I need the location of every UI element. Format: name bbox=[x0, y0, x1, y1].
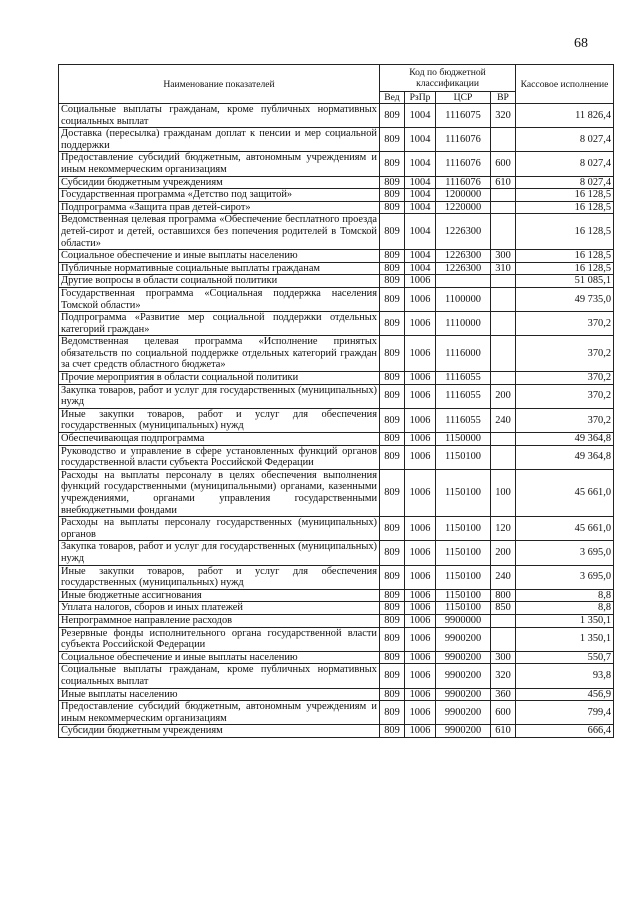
row-rzpr: 1006 bbox=[405, 384, 436, 408]
row-vr bbox=[491, 214, 516, 250]
row-amount: 45 661,0 bbox=[516, 517, 614, 541]
row-name: Ведомственная целевая программа «Исполнение принятых обязательств по социальной поддержке отдельных категорий граждан за счет средств областного бюджета» bbox=[59, 336, 380, 372]
row-vr bbox=[491, 275, 516, 288]
row-amount: 16 128,5 bbox=[516, 201, 614, 214]
row-rzpr: 1006 bbox=[405, 627, 436, 651]
row-name: Доставка (пересылка) гражданам доплат к пенсии и мер социальной поддержки bbox=[59, 128, 380, 152]
row-amount: 370,2 bbox=[516, 372, 614, 385]
row-vr: 240 bbox=[491, 408, 516, 432]
row-name: Социальные выплаты гражданам, кроме публичных нормативных социальных выплат bbox=[59, 104, 380, 128]
row-vr: 610 bbox=[491, 176, 516, 189]
row-amount: 49 364,8 bbox=[516, 433, 614, 446]
row-csr: 9900200 bbox=[436, 725, 491, 738]
header-vr: ВР bbox=[491, 92, 516, 104]
row-ved: 809 bbox=[380, 262, 405, 275]
row-vr: 300 bbox=[491, 250, 516, 263]
row-csr: 1150100 bbox=[436, 589, 491, 602]
row-ved: 809 bbox=[380, 589, 405, 602]
row-amount: 370,2 bbox=[516, 312, 614, 336]
table-row bbox=[59, 384, 614, 408]
row-rzpr: 1006 bbox=[405, 725, 436, 738]
row-amount: 93,8 bbox=[516, 664, 614, 688]
row-rzpr: 1006 bbox=[405, 408, 436, 432]
row-rzpr: 1006 bbox=[405, 602, 436, 615]
header-csr: ЦСР bbox=[436, 92, 491, 104]
table-row bbox=[59, 176, 614, 189]
row-amount: 8 027,4 bbox=[516, 152, 614, 176]
header-ved: Вед bbox=[380, 92, 405, 104]
row-rzpr: 1006 bbox=[405, 688, 436, 701]
row-amount: 16 128,5 bbox=[516, 189, 614, 202]
table-header bbox=[59, 65, 614, 104]
header-rzpr: РзПр bbox=[405, 92, 436, 104]
row-amount: 8 027,4 bbox=[516, 128, 614, 152]
row-vr bbox=[491, 201, 516, 214]
table-body bbox=[59, 104, 614, 738]
row-vr bbox=[491, 312, 516, 336]
header-code-group: Код по бюджетной классификации bbox=[380, 65, 516, 92]
table-row bbox=[59, 189, 614, 202]
table-row bbox=[59, 275, 614, 288]
table-row bbox=[59, 214, 614, 250]
row-rzpr: 1004 bbox=[405, 262, 436, 275]
row-csr: 1150100 bbox=[436, 541, 491, 565]
table-row bbox=[59, 541, 614, 565]
row-ved: 809 bbox=[380, 408, 405, 432]
row-rzpr: 1006 bbox=[405, 433, 436, 446]
row-csr: 1116055 bbox=[436, 372, 491, 385]
row-ved: 809 bbox=[380, 384, 405, 408]
row-vr: 850 bbox=[491, 602, 516, 615]
row-csr bbox=[436, 275, 491, 288]
row-ved: 809 bbox=[380, 688, 405, 701]
row-amount: 51 085,1 bbox=[516, 275, 614, 288]
row-rzpr: 1006 bbox=[405, 336, 436, 372]
row-ved: 809 bbox=[380, 201, 405, 214]
row-vr: 200 bbox=[491, 384, 516, 408]
row-csr: 1150100 bbox=[436, 445, 491, 469]
row-csr: 1116076 bbox=[436, 152, 491, 176]
row-amount: 550,7 bbox=[516, 651, 614, 664]
page-number: 68 bbox=[574, 36, 588, 51]
row-rzpr: 1006 bbox=[405, 589, 436, 602]
table-row bbox=[59, 152, 614, 176]
table-row bbox=[59, 701, 614, 725]
row-name: Предоставление субсидий бюджетным, автономным учреждениям и иным некоммерческим организациям bbox=[59, 152, 380, 176]
row-rzpr: 1004 bbox=[405, 189, 436, 202]
row-amount: 8 027,4 bbox=[516, 176, 614, 189]
row-amount: 3 695,0 bbox=[516, 565, 614, 589]
row-name: Субсидии бюджетным учреждениям bbox=[59, 725, 380, 738]
row-name: Другие вопросы в области социальной политики bbox=[59, 275, 380, 288]
row-rzpr: 1006 bbox=[405, 664, 436, 688]
row-name: Прочие мероприятия в области социальной политики bbox=[59, 372, 380, 385]
row-ved: 809 bbox=[380, 250, 405, 263]
row-name: Иные выплаты населению bbox=[59, 688, 380, 701]
row-rzpr: 1006 bbox=[405, 565, 436, 589]
row-csr: 1100000 bbox=[436, 287, 491, 311]
row-csr: 9900200 bbox=[436, 664, 491, 688]
row-name: Социальные выплаты гражданам, кроме публичных нормативных социальных выплат bbox=[59, 664, 380, 688]
row-amount: 370,2 bbox=[516, 384, 614, 408]
row-ved: 809 bbox=[380, 627, 405, 651]
row-csr: 9900200 bbox=[436, 688, 491, 701]
table-row bbox=[59, 469, 614, 516]
row-name: Резервные фонды исполнительного органа государственной власти субъекта Российской Федерации bbox=[59, 627, 380, 651]
row-name: Уплата налогов, сборов и иных платежей bbox=[59, 602, 380, 615]
row-vr bbox=[491, 287, 516, 311]
header-name: Наименование показателей bbox=[59, 65, 380, 104]
row-name: Расходы на выплаты персоналу в целях обеспечения выполнения функций государственными (муниципальными) органами, казенными учреждениями, органами управления государственными внебюджетными фондами bbox=[59, 469, 380, 516]
row-csr: 1150100 bbox=[436, 602, 491, 615]
table-row bbox=[59, 589, 614, 602]
table-row bbox=[59, 312, 614, 336]
row-name: Социальное обеспечение и иные выплаты населению bbox=[59, 250, 380, 263]
row-rzpr: 1006 bbox=[405, 372, 436, 385]
row-name: Подпрограмма «Защита прав детей-сирот» bbox=[59, 201, 380, 214]
table-row bbox=[59, 627, 614, 651]
row-ved: 809 bbox=[380, 287, 405, 311]
table-row bbox=[59, 602, 614, 615]
row-csr: 1116055 bbox=[436, 408, 491, 432]
row-vr bbox=[491, 189, 516, 202]
row-csr: 1116000 bbox=[436, 336, 491, 372]
row-vr: 320 bbox=[491, 664, 516, 688]
row-amount: 370,2 bbox=[516, 408, 614, 432]
table-row bbox=[59, 250, 614, 263]
row-vr: 240 bbox=[491, 565, 516, 589]
row-ved: 809 bbox=[380, 614, 405, 627]
row-ved: 809 bbox=[380, 541, 405, 565]
row-vr: 600 bbox=[491, 152, 516, 176]
row-amount: 666,4 bbox=[516, 725, 614, 738]
row-rzpr: 1006 bbox=[405, 701, 436, 725]
table-row bbox=[59, 262, 614, 275]
row-csr: 1226300 bbox=[436, 262, 491, 275]
row-csr: 1226300 bbox=[436, 250, 491, 263]
table-row bbox=[59, 688, 614, 701]
row-ved: 809 bbox=[380, 701, 405, 725]
row-ved: 809 bbox=[380, 336, 405, 372]
row-rzpr: 1006 bbox=[405, 312, 436, 336]
table-row bbox=[59, 651, 614, 664]
row-ved: 809 bbox=[380, 275, 405, 288]
row-rzpr: 1006 bbox=[405, 469, 436, 516]
row-rzpr: 1004 bbox=[405, 128, 436, 152]
row-ved: 809 bbox=[380, 602, 405, 615]
row-vr: 300 bbox=[491, 651, 516, 664]
row-csr: 1110000 bbox=[436, 312, 491, 336]
row-ved: 809 bbox=[380, 565, 405, 589]
table-row bbox=[59, 128, 614, 152]
row-csr: 1150100 bbox=[436, 565, 491, 589]
row-amount: 16 128,5 bbox=[516, 214, 614, 250]
row-amount: 799,4 bbox=[516, 701, 614, 725]
budget-table bbox=[58, 64, 614, 738]
row-vr bbox=[491, 445, 516, 469]
table-row bbox=[59, 201, 614, 214]
row-ved: 809 bbox=[380, 152, 405, 176]
row-name: Социальное обеспечение и иные выплаты населению bbox=[59, 651, 380, 664]
table-row bbox=[59, 104, 614, 128]
row-rzpr: 1006 bbox=[405, 287, 436, 311]
row-name: Закупка товаров, работ и услуг для государственных (муниципальных) нужд bbox=[59, 541, 380, 565]
row-amount: 1 350,1 bbox=[516, 614, 614, 627]
row-vr: 800 bbox=[491, 589, 516, 602]
row-rzpr: 1004 bbox=[405, 104, 436, 128]
row-ved: 809 bbox=[380, 433, 405, 446]
row-name: Ведомственная целевая программа «Обеспечение бесплатного проезда детей-сирот и детей, оставшихся без попечения родителей в Томской области» bbox=[59, 214, 380, 250]
row-csr: 9900000 bbox=[436, 614, 491, 627]
row-name: Руководство и управление в сфере установленных функций органов государственной власти субъекта Российской Федерации bbox=[59, 445, 380, 469]
row-vr: 200 bbox=[491, 541, 516, 565]
row-amount: 16 128,5 bbox=[516, 250, 614, 263]
table-row bbox=[59, 372, 614, 385]
table-row bbox=[59, 517, 614, 541]
row-rzpr: 1006 bbox=[405, 541, 436, 565]
row-csr: 1150100 bbox=[436, 469, 491, 516]
row-vr: 310 bbox=[491, 262, 516, 275]
row-name: Иные закупки товаров, работ и услуг для обеспечения государственных (муниципальных) нужд bbox=[59, 565, 380, 589]
table-row bbox=[59, 336, 614, 372]
row-csr: 1116076 bbox=[436, 128, 491, 152]
row-name: Расходы на выплаты персоналу государственных (муниципальных) органов bbox=[59, 517, 380, 541]
row-ved: 809 bbox=[380, 651, 405, 664]
row-amount: 49 364,8 bbox=[516, 445, 614, 469]
row-csr: 9900200 bbox=[436, 627, 491, 651]
row-ved: 809 bbox=[380, 104, 405, 128]
row-ved: 809 bbox=[380, 312, 405, 336]
row-amount: 456,9 bbox=[516, 688, 614, 701]
row-csr: 1200000 bbox=[436, 189, 491, 202]
row-vr bbox=[491, 614, 516, 627]
row-name: Непрограммное направление расходов bbox=[59, 614, 380, 627]
row-amount: 8,8 bbox=[516, 589, 614, 602]
row-rzpr: 1006 bbox=[405, 651, 436, 664]
row-ved: 809 bbox=[380, 664, 405, 688]
row-vr: 360 bbox=[491, 688, 516, 701]
row-ved: 809 bbox=[380, 372, 405, 385]
row-amount: 3 695,0 bbox=[516, 541, 614, 565]
row-rzpr: 1004 bbox=[405, 214, 436, 250]
row-ved: 809 bbox=[380, 176, 405, 189]
table-row bbox=[59, 433, 614, 446]
row-name: Иные закупки товаров, работ и услуг для обеспечения государственных (муниципальных) нужд bbox=[59, 408, 380, 432]
row-amount: 49 735,0 bbox=[516, 287, 614, 311]
row-name: Обеспечивающая подпрограмма bbox=[59, 433, 380, 446]
row-amount: 370,2 bbox=[516, 336, 614, 372]
row-vr bbox=[491, 433, 516, 446]
table-row bbox=[59, 664, 614, 688]
row-rzpr: 1004 bbox=[405, 201, 436, 214]
row-rzpr: 1006 bbox=[405, 614, 436, 627]
table-row bbox=[59, 445, 614, 469]
row-rzpr: 1004 bbox=[405, 176, 436, 189]
row-vr bbox=[491, 372, 516, 385]
row-rzpr: 1006 bbox=[405, 445, 436, 469]
row-vr bbox=[491, 128, 516, 152]
table-row bbox=[59, 287, 614, 311]
row-vr bbox=[491, 627, 516, 651]
row-ved: 809 bbox=[380, 189, 405, 202]
header-amount: Кассовое исполнение bbox=[516, 65, 614, 104]
row-csr: 1116076 bbox=[436, 176, 491, 189]
row-rzpr: 1006 bbox=[405, 517, 436, 541]
row-csr: 1226300 bbox=[436, 214, 491, 250]
row-vr: 120 bbox=[491, 517, 516, 541]
row-amount: 8,8 bbox=[516, 602, 614, 615]
row-csr: 1116055 bbox=[436, 384, 491, 408]
row-name: Закупка товаров, работ и услуг для государственных (муниципальных) нужд bbox=[59, 384, 380, 408]
row-csr: 1150000 bbox=[436, 433, 491, 446]
row-vr: 600 bbox=[491, 701, 516, 725]
row-vr bbox=[491, 336, 516, 372]
row-name: Государственная программа «Детство под защитой» bbox=[59, 189, 380, 202]
row-vr: 100 bbox=[491, 469, 516, 516]
row-vr: 320 bbox=[491, 104, 516, 128]
table-row bbox=[59, 565, 614, 589]
row-ved: 809 bbox=[380, 128, 405, 152]
row-csr: 1220000 bbox=[436, 201, 491, 214]
row-csr: 9900200 bbox=[436, 701, 491, 725]
row-ved: 809 bbox=[380, 445, 405, 469]
row-csr: 1116075 bbox=[436, 104, 491, 128]
row-ved: 809 bbox=[380, 469, 405, 516]
row-csr: 9900200 bbox=[436, 651, 491, 664]
row-ved: 809 bbox=[380, 517, 405, 541]
row-rzpr: 1004 bbox=[405, 152, 436, 176]
row-name: Подпрограмма «Развитие мер социальной поддержки отдельных категорий граждан» bbox=[59, 312, 380, 336]
row-amount: 16 128,5 bbox=[516, 262, 614, 275]
row-name: Иные бюджетные ассигнования bbox=[59, 589, 380, 602]
row-amount: 45 661,0 bbox=[516, 469, 614, 516]
row-ved: 809 bbox=[380, 214, 405, 250]
row-amount: 11 826,4 bbox=[516, 104, 614, 128]
table-row bbox=[59, 725, 614, 738]
row-name: Публичные нормативные социальные выплаты гражданам bbox=[59, 262, 380, 275]
row-rzpr: 1006 bbox=[405, 275, 436, 288]
row-vr: 610 bbox=[491, 725, 516, 738]
row-name: Предоставление субсидий бюджетным, автономным учреждениям и иным некоммерческим организациям bbox=[59, 701, 380, 725]
row-name: Государственная программа «Социальная поддержка населения Томской области» bbox=[59, 287, 380, 311]
table-row bbox=[59, 408, 614, 432]
table-row bbox=[59, 614, 614, 627]
row-rzpr: 1004 bbox=[405, 250, 436, 263]
row-ved: 809 bbox=[380, 725, 405, 738]
row-name: Субсидии бюджетным учреждениям bbox=[59, 176, 380, 189]
row-csr: 1150100 bbox=[436, 517, 491, 541]
row-amount: 1 350,1 bbox=[516, 627, 614, 651]
